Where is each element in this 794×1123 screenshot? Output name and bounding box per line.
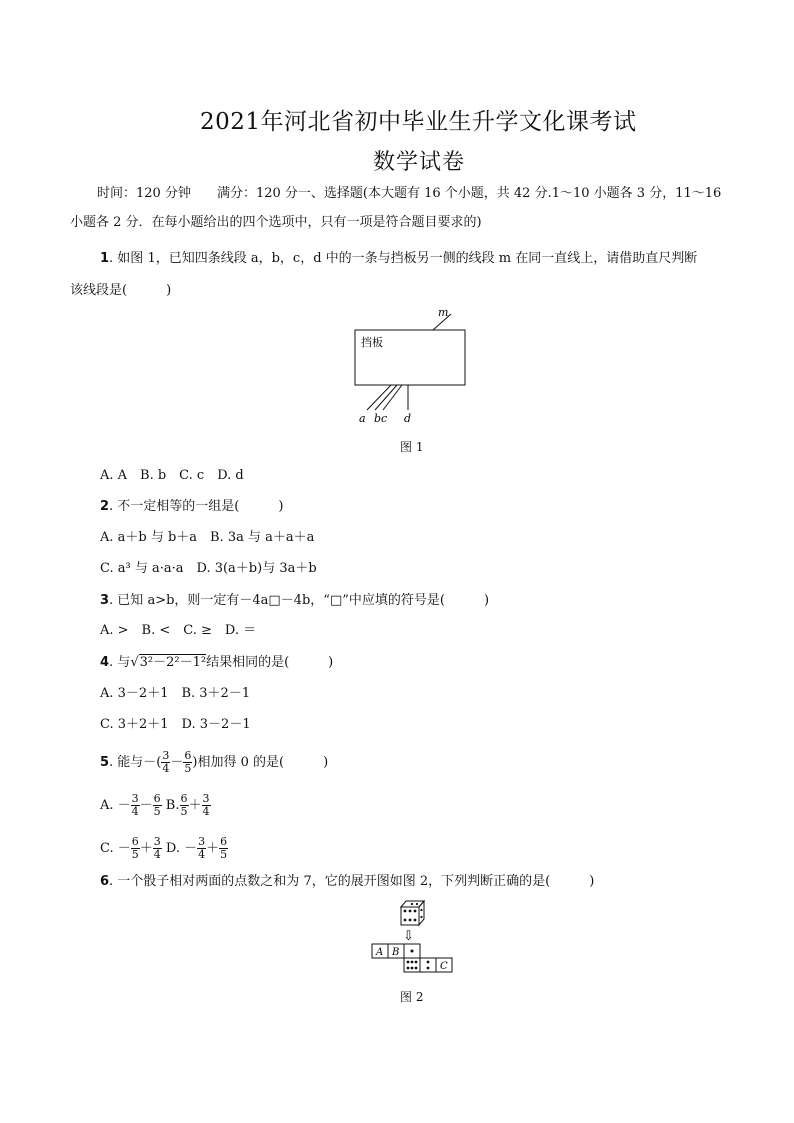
plus-sign: ＋ (206, 841, 220, 856)
question-1-line-1 (100, 249, 697, 269)
question-number: 1 (100, 251, 110, 266)
question-5-options-row-2 (100, 836, 228, 861)
question-3-options: A. > B. < C. ≥ D. ＝ (100, 623, 257, 638)
net-cell-two (420, 958, 436, 972)
figure-1-caption: 图 1 (400, 440, 424, 454)
fraction: $\frac{6}{5}$ (153, 792, 161, 818)
die-icon (401, 901, 424, 925)
question-1-line-2: 该线段是( ) (70, 283, 172, 298)
option-b: B. (161, 798, 180, 813)
label-a: a (359, 412, 366, 425)
minus-sign: － (170, 755, 184, 770)
exam-title: 2021年河北省初中毕业生升学文化课考试 (200, 109, 637, 135)
fraction: $\frac{6}{5}$ (180, 792, 188, 818)
question-text: . 如图 1，已知四条线段 a，b，c，d 中的一条与挡板另一侧的线段 m 在同一直线上，请借助直尺判断 (109, 251, 698, 266)
baffle-label: 挡板 (361, 336, 383, 349)
exam-subtitle: 数学试卷 (373, 150, 466, 175)
minus-sign: － (139, 798, 153, 813)
option-d: D. － (161, 841, 198, 856)
question-text: . 不一定相等的一组是( ) (109, 499, 284, 514)
fraction: $\frac{3}{4}$ (202, 792, 210, 818)
question-number: 3 (100, 593, 110, 608)
question-2-stem (100, 497, 283, 517)
fraction: $\frac{6}{5}$ (131, 835, 139, 861)
option-a: A. － (100, 798, 131, 813)
net-label-a: A (376, 947, 384, 958)
fraction: $\frac{3}{4}$ (131, 792, 139, 818)
fraction: $\frac{3}{4}$ (198, 835, 206, 861)
label-d: d (404, 412, 412, 425)
net-label-b: B (392, 947, 400, 958)
net-cell-six (404, 958, 420, 972)
segment-a (367, 385, 391, 410)
radical-sign: √ (130, 655, 139, 670)
question-number: 2 (100, 499, 110, 514)
figure-2-caption: 图 2 (400, 990, 424, 1004)
question-text: . 能与－( (109, 755, 162, 770)
intro-line-1: 时间：120 分钟 满分：120 分一、选择题(本大题有 16 个小题，共 42 分.1～10 小题各 3 分，11～16 (97, 186, 722, 201)
question-number: 5 (100, 755, 110, 770)
question-1-options: A. A B. b C. c D. d (100, 468, 244, 483)
question-2-options-row-2: C. a³ 与 a·a·a D. 3(a＋b)与 3a＋b (100, 561, 317, 576)
question-text: . 与 (109, 655, 131, 670)
question-4-stem (100, 653, 333, 673)
question-3-stem (100, 591, 489, 611)
question-5-stem (100, 750, 328, 775)
question-4-options-row-1: A. 3－2＋1 B. 3＋2－1 (100, 686, 251, 701)
question-4-options-row-2: C. 3＋2＋1 D. 3－2－1 (100, 717, 251, 732)
down-arrow-icon: ⇩ (403, 929, 414, 944)
option-c: C. － (100, 841, 131, 856)
radicand: 3²－2²－1² (139, 655, 207, 670)
question-number: 6 (100, 874, 110, 889)
question-text: . 一个骰子相对两面的点数之和为 7，它的展开图如图 2，下列判断正确的是( ) (109, 874, 595, 889)
fraction: $\frac{6}{5}$ (184, 749, 192, 775)
question-6-stem (100, 872, 594, 892)
question-number: 4 (100, 655, 110, 670)
fraction: $\frac{6}{5}$ (220, 835, 228, 861)
fraction: $\frac{3}{4}$ (162, 749, 170, 775)
figure-1-baffle (345, 305, 495, 430)
question-2-options-row-1: A. a＋b 与 b＋a B. 3a 与 a＋a＋a (100, 530, 315, 545)
question-text: . 已知 a>b，则一定有－4a□－4b，“□”中应填的符号是( ) (109, 593, 490, 608)
net-label-c: C (440, 961, 448, 972)
label-bc: bc (374, 412, 388, 425)
label-m: m (438, 306, 449, 319)
figure-2-die-net (368, 898, 458, 978)
question-text-suffix: 结果相同的是( ) (206, 655, 334, 670)
plus-sign: ＋ (188, 798, 202, 813)
question-text-suffix: )相加得 0 的是( ) (192, 755, 329, 770)
plus-sign: ＋ (139, 841, 153, 856)
question-5-options-row-1 (100, 793, 211, 818)
intro-line-2: 小题各 2 分．在每小题给出的四个选项中，只有一项是符合题目要求的) (70, 215, 482, 230)
fraction: $\frac{3}{4}$ (153, 835, 161, 861)
